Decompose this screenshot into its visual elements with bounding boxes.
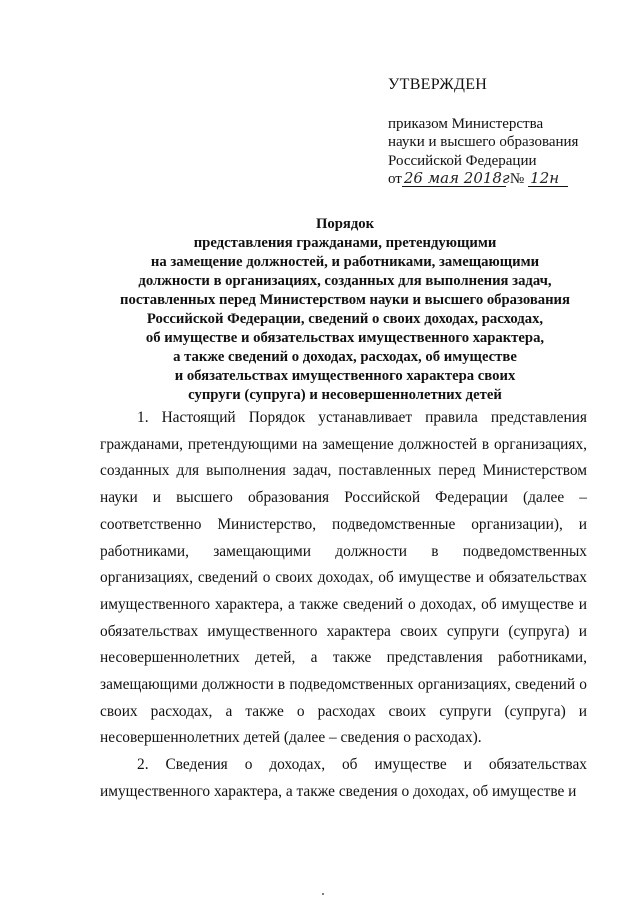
title-line: супруги (супруга) и несовершеннолетних детей [188, 387, 502, 403]
title-line: а также сведений о доходах, расходах, об имуществе [173, 349, 517, 365]
approval-heading: УТВЕРЖДЕН [388, 76, 488, 93]
approval-line: Российской Федерации [388, 152, 537, 169]
title-line: Российской Федерации, сведений о своих доходах, расходах, [146, 311, 544, 327]
document-title [100, 215, 590, 405]
document-body [100, 405, 587, 806]
paragraph-2: 2. Сведения о доходах, об имуществе и обязательствах имущественного характера, а также сведения о доходах, об имуществе и [100, 756, 587, 800]
approval-block [388, 76, 578, 189]
title-line: поставленных перед Министерством науки и высшего образования [120, 292, 570, 308]
handwritten-date: 26 мая 2018г [403, 169, 510, 187]
handwritten-number: 12н [528, 171, 568, 187]
approval-line: приказом Министерства [388, 115, 544, 132]
number-sign: № [509, 171, 525, 187]
approval-line: науки и высшего образования [388, 134, 579, 150]
title-line: Порядок [315, 216, 375, 232]
approval-date-line [388, 170, 578, 189]
title-line: на замещение должностей, и работниками, замещающими [150, 254, 540, 270]
title-line: должности в организациях, созданных для выполнения задач, [138, 273, 552, 289]
page-mark [322, 893, 324, 895]
title-line: об имуществе и обязательствах имущественного характера, [145, 330, 545, 346]
title-line: и обязательствах имущественного характера своих [174, 368, 516, 384]
title-line: представления гражданами, претендующими [193, 235, 497, 251]
paragraph-1: 1. Настоящий Порядок устанавливает правила представления гражданами, претендующими на замещение должностей в организациях, созданных для выполнения задач, поставленных перед Министерством науки и высшего образования Российской Федерации (далее – соответственно Министерство, подведомственные организации), и работниками, замещающими должности в подведомственных организациях, сведений о своих доходах, об имуществе и обязательствах имущественного характера, а также сведений о доходах, об имуществе и обязательствах имущественного характера своих супруги (супруга) и несовершеннолетних детей, а также представления работниками, замещающими должности в подведомственных организациях, сведений о своих расходах, а также о расходах своих супруги (супруга) и несовершеннолетних детей (далее – сведения о расходах). [100, 409, 587, 747]
date-prefix: от [388, 171, 402, 187]
